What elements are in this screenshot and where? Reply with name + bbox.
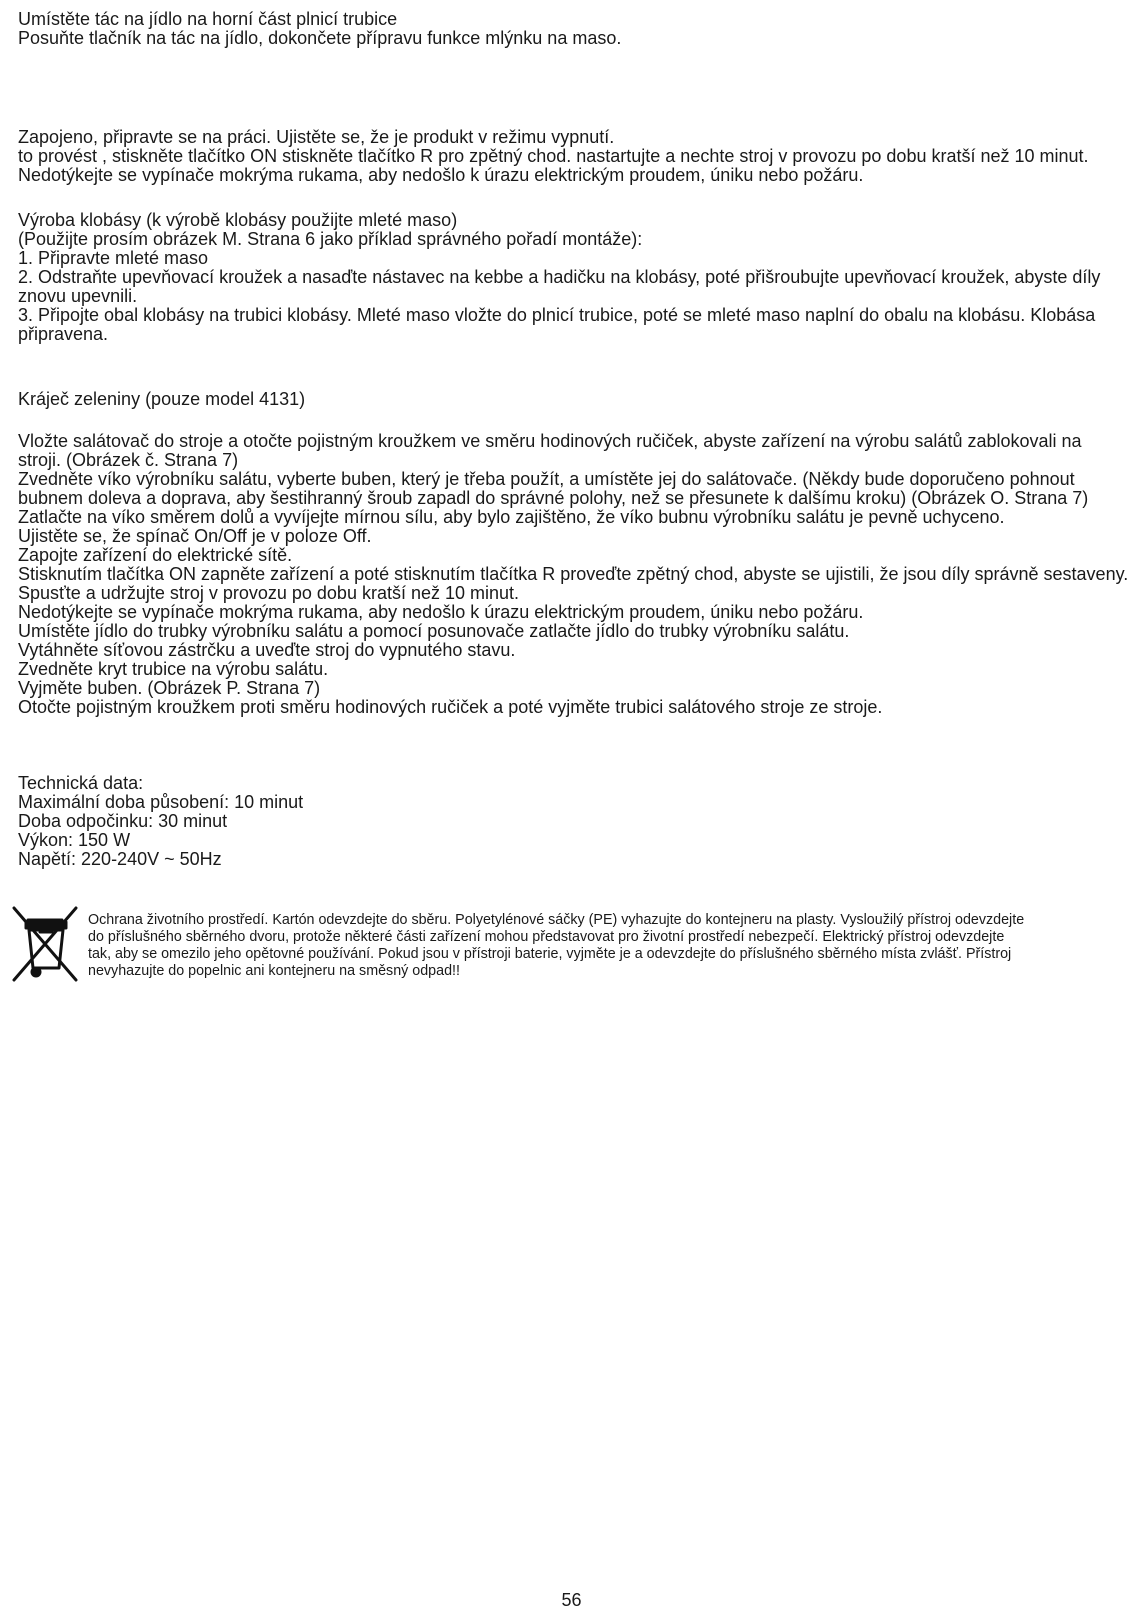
text-line: Umístěte jídlo do trubky výrobníku salátu a pomocí posunovače zatlačte jídlo do trubky výrobníku salátu. [18, 621, 850, 641]
text-line: tak, aby se omezilo jeho opětovné používání. Pokud jsou v přístroji baterie, vyjměte je a odevzdejte do příslušného sběrného místa zvlášť. Přístroj [88, 946, 1012, 962]
text-line: Vyjměte buben. (Obrázek P. Strana 7) [18, 678, 321, 698]
text-line: Vložte salátovač do stroje a otočte pojistným kroužkem ve směru hodinových ručiček, abyste zařízení na výrobu salátů zablokovali na [18, 431, 1082, 451]
text-line: Zapojeno, připravte se na práci. Ujistěte se, že je produkt v režimu vypnutí. [18, 127, 615, 147]
text-line: Nedotýkejte se vypínače mokrýma rukama, aby nedošlo k úrazu elektrickým proudem, úniku nebo požáru. [18, 165, 864, 185]
text-line: Posuňte tlačník na tác na jídlo, dokončete přípravu funkce mlýnku na maso. [18, 28, 622, 48]
text-line: do příslušného sběrného dvoru, protože některé části zařízení mohou představovat pro životní prostředí nebezpečí. Elektrický přístroj odevzdejte [88, 929, 1005, 945]
text-line: Zatlačte na víko směrem dolů a vyvíjejte mírnou sílu, aby bylo zajištěno, že víko bubnu výrobníku salátu je pevně uchyceno. [18, 507, 1005, 527]
step-item: 2. Odstraňte upevňovací kroužek a nasaďte nástavec na kebbe a hadičku na klobásy, poté přišroubujte upevňovací kroužek, abyste díly [18, 267, 1101, 287]
text-line: nevyhazujte do popelnic ani kontejneru na směsný odpad!! [88, 963, 460, 979]
text-line: Ochrana životního prostředí. Kartón odevzdejte do sběru. Polyetylénové sáčky (PE) vyhazujte do kontejneru na plasty. Vysloužilý přístroj odevzdejte [88, 912, 1025, 928]
text-line: Zvedněte víko výrobníku salátu, vyberte buben, který je třeba použít, a umístěte jej do salátovače. (Někdy bude doporučeno pohnout [18, 469, 1075, 489]
text-line: Vytáhněte síťovou zástrčku a uveďte stroj do vypnutého stavu. [18, 640, 516, 660]
text-line: bubnem doleva a doprava, aby šestihranný šroub zapadl do správné polohy, než se přesunete k dalšímu kroku) (Obrázek O. Strana 7) [18, 488, 1089, 508]
text-line: znovu upevnili. [18, 286, 138, 306]
text-line: Nedotýkejte se vypínače mokrýma rukama, aby nedošlo k úrazu elektrickým proudem, úniku nebo požáru. [18, 602, 864, 622]
text-line: Spusťte a udržujte stroj v provozu po dobu kratší než 10 minut. [18, 583, 520, 603]
text-line: Ujistěte se, že spínač On/Off je v poloze Off. [18, 526, 372, 546]
page-number: 56 [561, 1590, 582, 1610]
text-line: Otočte pojistným kroužkem proti směru hodinových ručiček a poté vyjměte trubici salátového stroje ze stroje. [18, 697, 883, 717]
intro-section [18, 10, 1140, 48]
environment-notice [88, 912, 1133, 980]
text-line: (Použijte prosím obrázek M. Strana 6 jako příklad správného pořadí montáže): [18, 229, 643, 249]
text-line: Stisknutím tlačítka ON zapněte zařízení a poté stisknutím tlačítka R proveďte zpětný chod, abyste se ujistili, že jsou díly správně sestaveny. [18, 564, 1129, 584]
spec-item: Výkon: 150 W [18, 830, 131, 850]
step-item: 1. Připravte mleté maso [18, 248, 209, 268]
section-heading: Kráječ zeleniny (pouze model 4131) [18, 389, 306, 409]
crossed-out-wheelie-bin-icon [6, 900, 84, 984]
section-heading: Výroba klobásy (k výrobě klobásy použijte mleté maso) [18, 210, 458, 230]
spec-item: Napětí: 220-240V ~ 50Hz [18, 849, 222, 869]
text-line: Zvedněte kryt trubice na výrobu salátu. [18, 659, 329, 679]
power-on-section [18, 128, 1140, 185]
step-item: 3. Připojte obal klobásy na trubici klobásy. Mleté maso vložte do plnicí trubice, poté se mleté maso naplní do obalu na klobásu. Klobása [18, 305, 1096, 325]
text-line: připravena. [18, 324, 109, 344]
spec-item: Doba odpočinku: 30 minut [18, 811, 228, 831]
text-line: Zapojte zařízení do elektrické sítě. [18, 545, 293, 565]
text-line: to provést , stiskněte tlačítko ON stiskněte tlačítko R pro zpětný chod. nastartujte a nechte stroj v provozu po dobu kratší než 10 minut. [18, 146, 1089, 166]
sausage-section [18, 211, 1140, 344]
text-line: stroji. (Obrázek č. Strana 7) [18, 450, 239, 470]
section-heading: Technická data: [18, 773, 144, 793]
text-line: Umístěte tác na jídlo na horní část plnicí trubice [18, 9, 398, 29]
vegetable-slicer-heading [18, 390, 1140, 409]
spec-item: Maximální doba působení: 10 minut [18, 792, 304, 812]
technical-data-section [18, 774, 1140, 869]
vegetable-slicer-section [18, 432, 1140, 717]
